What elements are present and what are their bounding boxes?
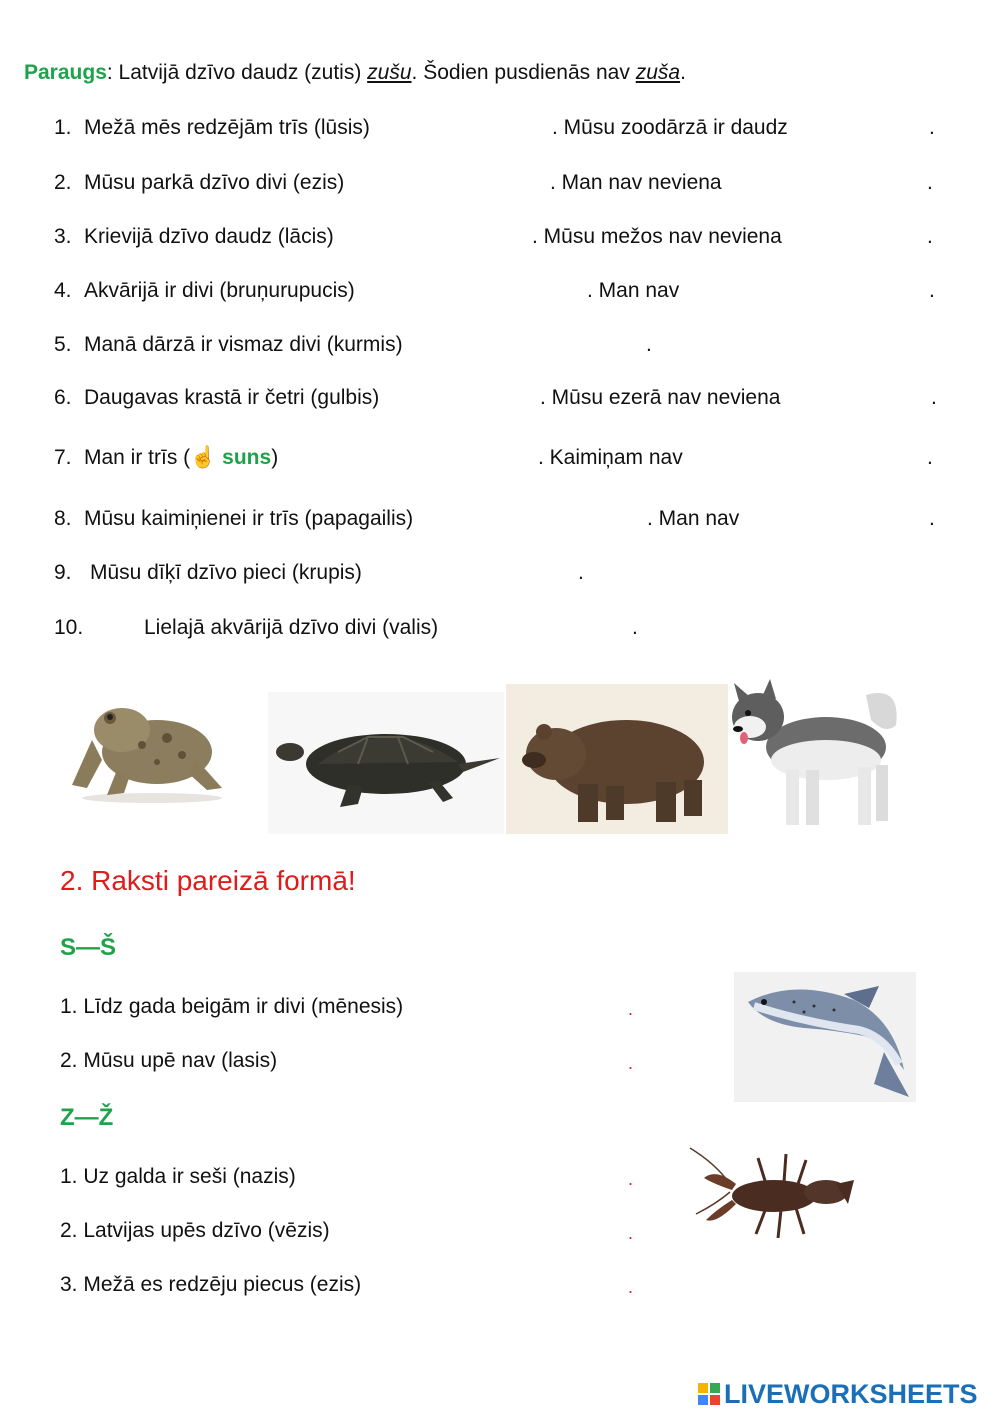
answer-dot: . — [628, 1169, 634, 1189]
logo-text: LIVEWORKSHEETS — [724, 1378, 978, 1409]
crayfish-image — [686, 1144, 856, 1244]
example-answer-2: zuša — [635, 61, 681, 84]
example-label: Paraugs — [24, 61, 107, 84]
logo-square — [698, 1383, 708, 1393]
list-item: 3. Mežā es redzēju piecus (ezis) — [60, 1273, 362, 1296]
exercise-2-title: 2. Raksti pareizā formā! — [60, 865, 356, 896]
answer-dot: . — [628, 1053, 634, 1073]
logo-square — [710, 1395, 720, 1405]
example-sentence: Paraugs: Latvijā dzīvo daudz (zutis) zušu. Šodien pusdienās nav zuša. — [24, 61, 686, 84]
salmon-image — [734, 972, 916, 1102]
bear-image — [506, 684, 728, 834]
list-item: 2. Latvijas upēs dzīvo (vēzis) — [60, 1219, 330, 1242]
dog-image — [726, 675, 906, 833]
logo-square — [710, 1383, 720, 1393]
pointing-hand-icon: ☝ — [190, 446, 217, 469]
logo-square — [698, 1395, 708, 1405]
section-heading-z: Z—Ž — [60, 1104, 114, 1131]
answer-dot: . — [628, 1223, 634, 1243]
list-item: 2. Mūsu upē nav (lasis) — [60, 1049, 278, 1072]
list-item: 1. Uz galda ir seši (nazis) — [60, 1165, 296, 1188]
liveworksheets-logo — [698, 1378, 978, 1410]
section-heading-s: S—Š — [60, 934, 117, 961]
toad-image — [62, 690, 242, 805]
hint-word: suns — [216, 446, 272, 469]
answer-dot: . — [628, 999, 634, 1019]
list-item: 1. Līdz gada beigām ir divi (mēnesis) — [60, 995, 404, 1018]
turtle-image — [268, 692, 504, 834]
answer-dot: . — [628, 1277, 634, 1297]
logo-mark-icon — [698, 1383, 720, 1405]
example-answer-1: zušu — [367, 61, 412, 84]
